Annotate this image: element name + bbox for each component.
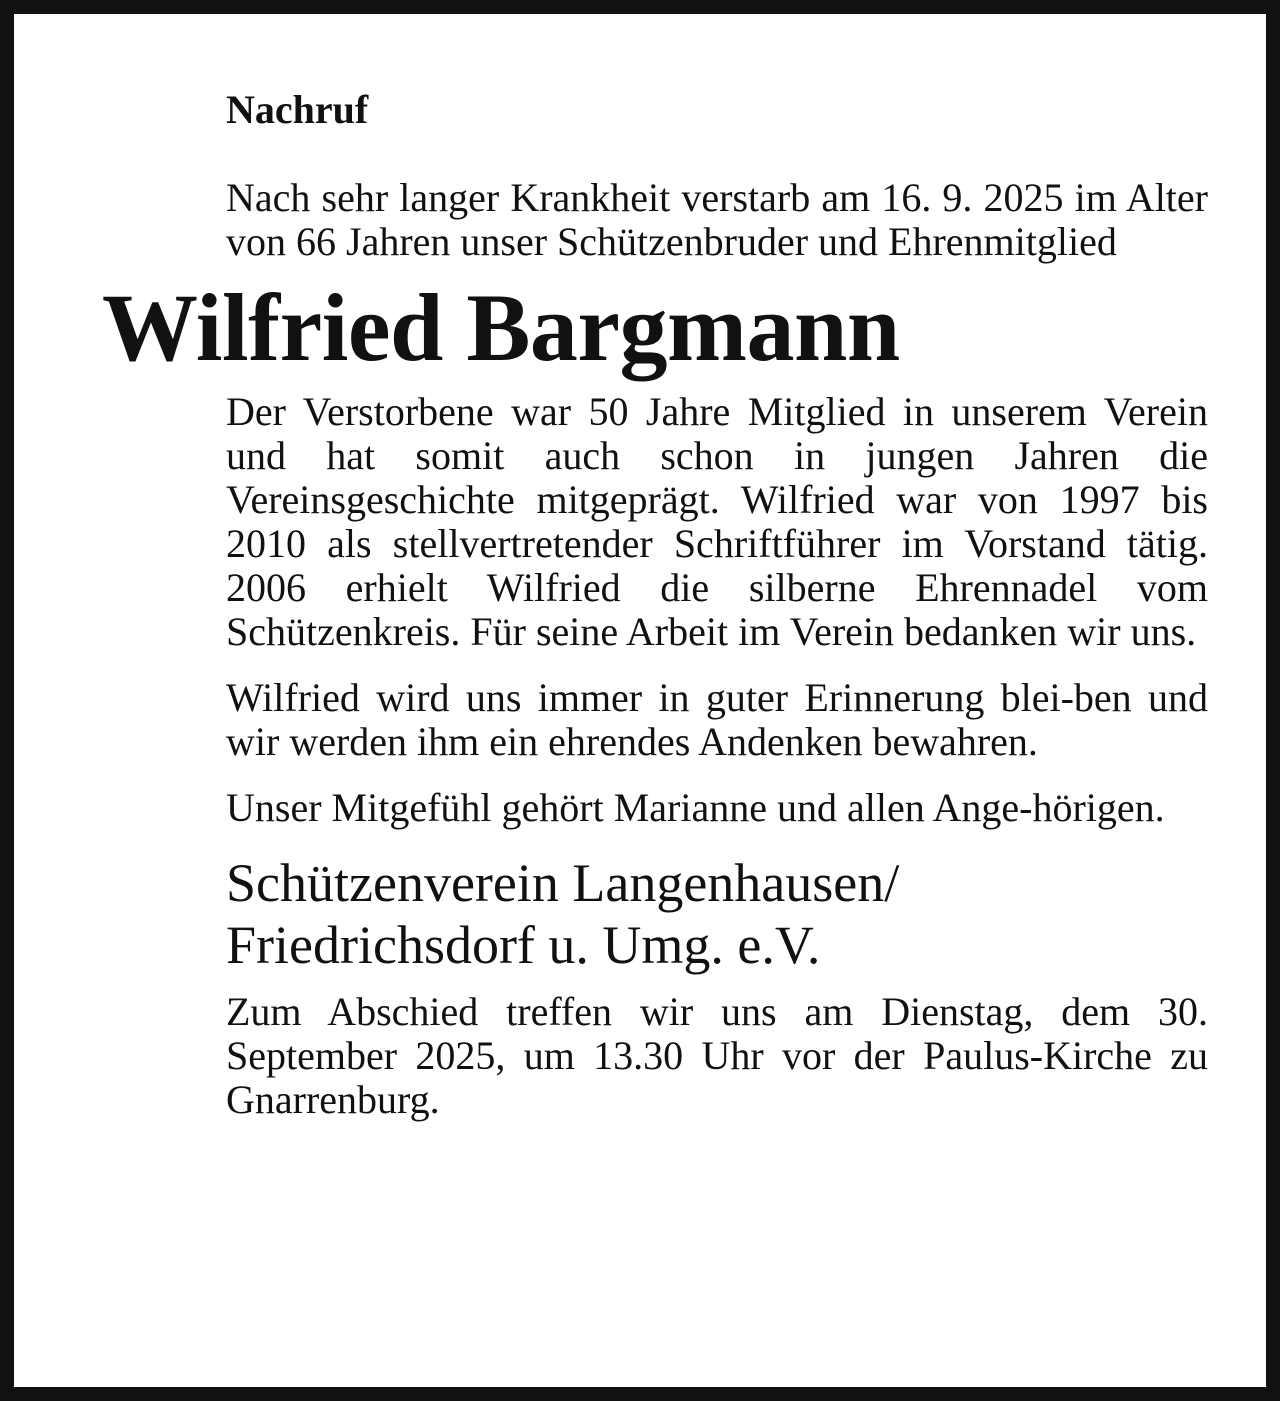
obituary-paragraph-membership: Der Verstorbene war 50 Jahre Mitglied in unserem Verein und hat somit auch schon in jungen Jahren die Vereinsgeschichte mitgeprägt. Wilfried war von 1997 bis 2010 als stellvertretender Schriftführer im Vorstand tätig. 2006 erhielt Wilfried die silberne Ehrennadel vom Schützenkreis. Für seine Arbeit im Verein bedanken wir uns. (226, 389, 1208, 654)
obituary-paragraph-condolence: Unser Mitgefühl gehört Marianne und allen Ange-hörigen. (226, 785, 1165, 830)
organization-name-line1: Schützenverein Langenhausen/ (226, 853, 900, 913)
obituary-heading: Nachruf (226, 87, 369, 132)
deceased-name: Wilfried Bargmann (102, 274, 900, 381)
farewell-details: Zum Abschied treffen wir uns am Dienstag, dem 30. September 2025, um 13.30 Uhr vor der Paulus-Kirche zu Gnarrenburg. (226, 989, 1208, 1122)
organization-name-line2: Friedrichsdorf u. Umg. e.V. (226, 915, 821, 975)
obituary-content (102, 86, 1208, 1122)
organization-name (226, 852, 1208, 976)
obituary-intro: Nach sehr langer Krankheit verstarb am 16. 9. 2025 im Alter von 66 Jahren unser Schützenbruder und Ehrenmitglied (226, 175, 1208, 264)
obituary-paragraph-memory: Wilfried wird uns immer in guter Erinnerung blei-ben und wir werden ihm ein ehrendes Andenken bewahren. (226, 675, 1208, 764)
